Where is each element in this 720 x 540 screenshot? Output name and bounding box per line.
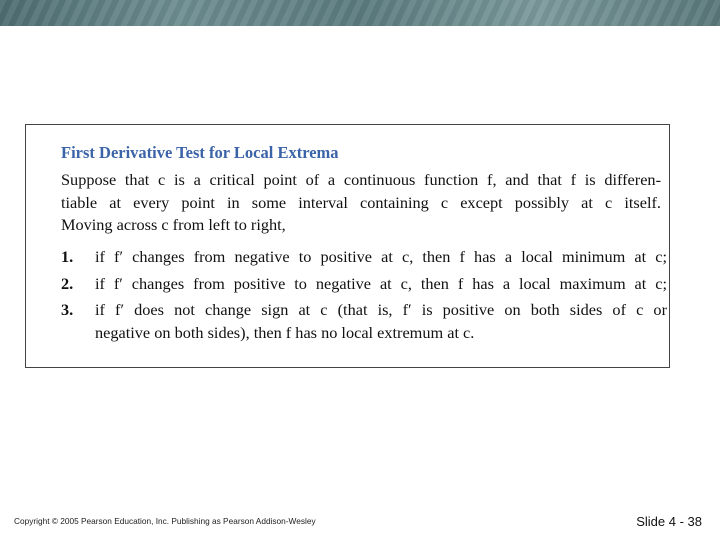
intro-line: Moving across c from left to right, [61, 215, 286, 234]
slide-number: Slide 4 - 38 [636, 514, 702, 529]
theorem-intro [61, 169, 661, 237]
item-number: 2. [61, 273, 74, 293]
theorem-items-list [61, 246, 667, 348]
item-line: if f′ changes from positive to negative at c, then f has a local maximum at c; [95, 273, 667, 293]
theorem-box [25, 124, 670, 368]
copyright-text: Copyright © 2005 Pearson Education, Inc. Publishing as Pearson Addison-Wesley [14, 516, 316, 526]
item-line: if f′ does not change sign at c (that is, f′ is positive on both sides of c or [95, 300, 667, 319]
list-item [61, 246, 667, 269]
item-number: 3. [61, 300, 74, 319]
intro-line: Suppose that c is a critical point of a continuous function f, and that f is differen- [61, 170, 661, 189]
list-item [61, 273, 667, 296]
item-number: 1. [61, 247, 74, 266]
top-decorative-band [0, 0, 720, 26]
item-line: if f′ changes from negative to positive at c, then f has a local minimum at c; [95, 247, 667, 266]
theorem-title: First Derivative Test for Local Extrema [61, 143, 339, 162]
intro-line: tiable at every point in some interval containing c except possibly at c itself. [61, 192, 661, 212]
item-line: negative on both sides), then f has no local extremum at c. [95, 322, 475, 342]
list-item [61, 299, 667, 344]
